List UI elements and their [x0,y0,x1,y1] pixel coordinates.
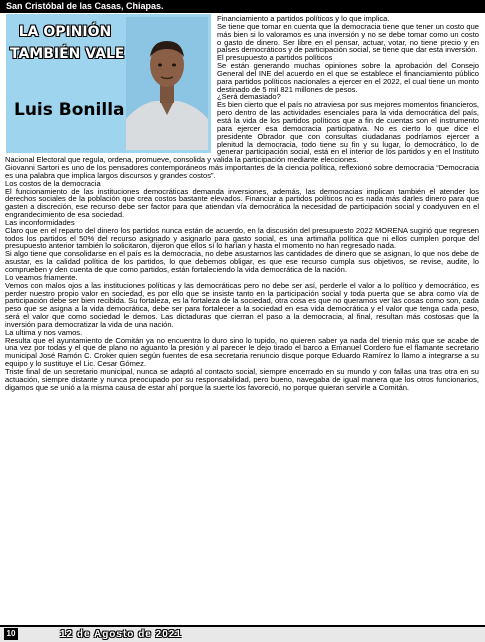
article-paragraph: La ultima y nos vamos. [5,327,83,337]
article-paragraph: Financiamiento a partidos políticos y lo que implica. [217,15,390,23]
issue-date: 12 de Agosto de 2021 [60,629,182,640]
article-paragraph: Las inconformidades [5,217,75,227]
article-paragraph: Giovanni Sartori es uno de los pensadores contemporáneos más importantes de la ciencia política, reflexionó sobre democracia “Democracia es una palabra que implica largos discursos y grandes costos”. [5,163,479,180]
article-paragraph: Si algo tiene que consolidarse en el país es la democracia, no debe asustarnos las cantidades de dinero que se asignan, lo que nos debe de asustar, es la calidad política de los partidos, lo que debemos obligar, es que ese recurso cumpla sus objetivos, se revise, audite, lo comprueben y den cuenta de que como partidos, están fortaleciendo la vida democrática de la nación. [5,249,479,274]
article-paragraph: Se tiene que tomar en cuenta que la democracia tiene que tener un costo que más bien si lo valoramos es una inversión y no se debe tomar como un costo o gasto de dinero. Ser libre en el pensar, actuar, votar, no tiene precio y en países democráticos y de participación social, se tiene que dar esta inversión. [217,21,479,55]
article-paragraph: Se están generando muchas opiniones sobre la aprobación del Consejo General del INE del acuerdo en el que se establece el financiamiento público para partidos políticos nacionales a ejercer en el 2022, el cual tiene un monto destinado de 5 mil 821 millones de pesos. [217,61,479,94]
column-title: LA OPINIÓN [18,24,112,40]
article-paragraph: El presupuesto a partidos políticos [217,53,333,63]
article-paragraph: Resulta que el ayuntamiento de Comitán ya no encuentra lo duro sino lo tupido, no quieren saber ya nada del trienio más que se acabe de una vez por todas y el que de plano no aguanto la presión y al parecer le dejo tirado el barco a Emanuel Cordero fue el flamante secretario municipal José Ramón C. Croker quien según fuentes de esa secretaria renuncio disque porque Eduardo Ramírez lo llamo a integrarse a su equipo y lo sustituye el Lic. Cesar Gómez. [5,335,479,369]
article-body [5,15,479,623]
top-bar [0,0,485,13]
article-paragraph: ¿Será demasiado? [217,92,281,102]
article-paragraph: Claro que en el reparto del dinero los partidos nunca están de acuerdo, en la discusión del presupuesto 2022 MORENA sugirió que regresen todos los partidos el 50% del recurso asignado y asignarlo para gasto social, es una artimaña política que ni ellos cumplen porque del presupuesto anterior también lo solicitaron, dijeron que ellos sí lo harían y hasta el momento no han regresado nada. [5,225,479,251]
author-name: Luis Bonilla [14,100,125,120]
article-paragraph: Vemos con malos ojos a las instituciones políticas y las democráticas pero no debe ser así, perderle el valor a lo político y democrático, es perder nuestro propio valor en sociedad, es por ello que se insiste tanto en la participación social y toda puerta que se abra como vía de participación debe ser bien recibida. Su fortaleza, es la fortaleza de la sociedad, otra cosa es que no queramos ver las cosas como son, cada peso que se asigna a la vida democrática, debe ser para fortalecer a la sociedad en esa vida democrática y el valor que tenga cada peso, será el valor que como sociedad le demos. Las dictaduras que cierran el paso a la democracia, al final, resultan más costosas que la inversión para democratizar la vida de una nación. [5,280,479,329]
city-dateline: San Cristóbal de las Casas, Chiapas. [6,1,164,11]
column-title-line2: TAMBIÉN VALE [10,46,125,62]
article-paragraph: Es bien cierto que el país no atraviesa por sus mejores momentos financieros, pero dentro de las actividades esenciales para la vida democrática del país, está la vida de los partidos políticos que a fin de cuentas son el instrumento para ejercer esa democracia participativa. No es cierto lo que dice el presidente Obrador que con consultas ciudadanas podríamos ejercer a plenitud la democracia, todo tiene su fin y su lugar, lo democrático, lo de generar participación social, está en el interior de los partidos y en el Instituto Nacional Electoral que regula, ordena, promueve, consolida y valida la participación mediante elecciones. [5,100,479,165]
page-footer [0,625,485,642]
article-paragraph: Triste final de un secretario municipal, nunca se adaptó al contacto social, siempre encerrado en su mundo y con fallas una tras otra en su actuación, siempre distante y nunca preocupado por su responsabilidad, pero bueno, navegaba de igual manera que los otros funcionarios, digamos que se unió a la misma causa de estar ahí porque la suerte los favoreció, no porque quieran servirle a Comitán. [5,366,479,392]
page-number: 10 [4,628,18,640]
article-paragraph: El funcionamiento de las instituciones democráticas demanda inversiones, además, las democracias implican también el atender los derechos sociales de la población que crea costos bastante elevados. Financiar a partidos políticos no es nada más darles dinero para que gasten a discreción, ese recurso debe ser factor para que atiendan vía democrática la necesidad de participación social y coadyuven en el engrandecimiento de esa sociedad. [5,186,479,220]
article-paragraph: Los costos de la democracia [5,178,101,188]
article-paragraph: Lo veamos friamente. [5,272,78,282]
